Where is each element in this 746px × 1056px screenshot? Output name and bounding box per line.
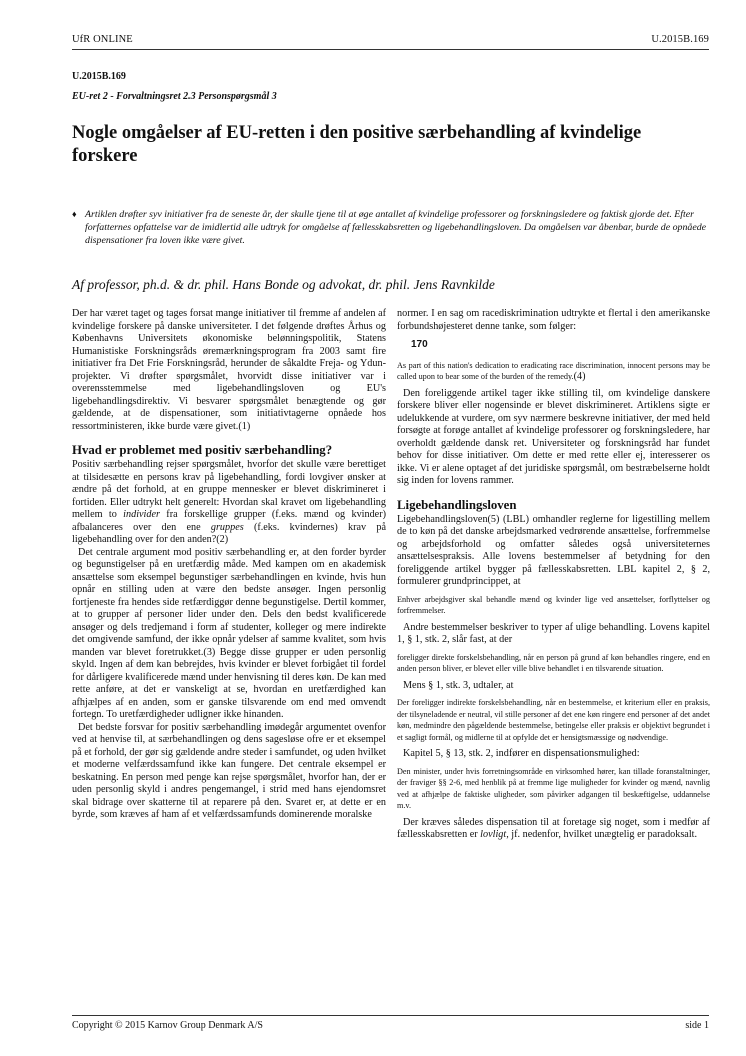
paragraph: Det bedste forsvar for positiv særbehandling imødegår argumentet ovenfor ved at henvise til, at særbehandlingen og dens sagesløse ofre er et eksempel på et forhold, der gør sig gældende andre steder i samfundet, og uden hvilket et moderne velfærdssamfund ikke kan fungere. Det centrale eksempel er beskatning. En person med penge kan rejse spørgsmålet, hvorfor han, der er uden personlig skyld i andres pengemangel, i strid med hans ejendomsret skal bidrage over skatterne til at reparere på den. Svaret er, at dette er en byrde, som kræves af ham af et velfærdssamfunds dominerende moralske: [72, 721, 386, 820]
paragraph: Der har været taget og tages forsat mange initiativer til fremme af andelen af kvindelige forskere på danske universiteter. I det følgende drøftes Århus og Københavns Universitets økonomiske belønningspolitik, Statens Humanistiske Forskningsråds øremærkningsprogram fra 2003 samt fire initiativer fra Det Frie Forskningsråd, herunder de såkaldte Freja- og Ydun-projekter. Vi drøfter spørgsmålet, hvorvidt disse initiativer var i overensstemmelse med ligebehandlingsloven og EU's ligebehandlingsdirektiv. Vi besvarer spørgsmålet benægtende og gør gældende, at de dispensationer, som initiativtagerne opnåede hos ressortministeren, ikke burde være givet.(1): [72, 308, 386, 432]
page-footer: [72, 1020, 709, 1033]
document-id: U.2015B.169: [72, 71, 126, 82]
paragraph: Andre bestemmelser beskriver to typer af ulige behandling. Lovens kapitel 1, § 1, stk. 2, slår fast, at der: [397, 621, 710, 645]
footer-divider: [72, 1015, 709, 1016]
abstract-text: Artiklen drøfter syv initiativer fra de seneste år, der skulle tjene til at øge antallet af kvindelige professorer og forskningsledere og faktisk gjorde det. Efter forfatternes opfattelse var de imidlertid alle udtryk for omgåelse af fællesskabsretten og ligebehandlingsloven. Da omgåelsen var åbenbar, burde de opnåede dispensationer fra loven ikke være givet.: [85, 209, 707, 247]
paragraph: normer. I en sag om racediskrimination udtrykte et flertal i den amerikanske forbundshøjesteret denne tanke, som følger:: [397, 308, 710, 332]
right-column: [397, 308, 710, 842]
header-reference: U.2015B.169: [651, 34, 709, 45]
block-quote: Den minister, under hvis forretningsområde en virksomhed hører, kan tillade foranstaltninger, der fraviger §§ 2-6, med henblik på at fremme lige muligheder for kvinder og mænd, navnlig ved at afhjælpe de faktiske uligheder, som påvirker adgangen til beskæftigelse, uddannelse m.v.: [397, 766, 710, 810]
article-title: Nogle omgåelser af EU-retten i den positive særbehandling af kvindelige forskere: [72, 123, 642, 166]
copyright-notice: Copyright © 2015 Karnov Group Denmark A/S: [72, 1020, 263, 1031]
paragraph: Ligebehandlingsloven(5) (LBL) omhandler reglerne for ligestilling mellem de to køn på det danske arbejdsmarked vedrørende ansættelse, forfremmelse og arbejdsforhold og omfatter således også universiteternes ansættelsespraksis. Alle lovens bestemmelser af betydning for den foreliggende artikel bygger på fællesskabsretten. LBL kapitel 2, § 2, formulerer grundprincippet, at: [397, 513, 710, 587]
block-quote: Der foreligger indirekte forskelsbehandling, når en bestemmelse, et kriterium eller en praksis, der tilsyneladende er neutral, vil stille personer af det ene køn ringere end personer af det andet køn, medmindre den pågældende bestemmelse, betingelse eller praksis er objektivt begrundet i et sagligt formål, og midlerne til at opfylde det er hensigtsmæssige og nødvendige.: [397, 698, 710, 742]
section-heading: Hvad er problemet med positiv særbehandling?: [72, 443, 333, 457]
block-quote: foreligger direkte forskelsbehandling, når en person på grund af køn behandles ringere, end en anden person bliver, er blevet eller ville blive behandlet i en tilsvarende situation.: [397, 652, 710, 673]
page-marker: 170: [411, 339, 428, 350]
paragraph: Der kræves således dispensation til at foretage sig noget, som i medfør af fællesskabsretten er lovligt, jf. nedenfor, hvilket unægtelig er paradoksalt.: [397, 816, 710, 840]
paragraph: Mens § 1, stk. 3, udtaler, at: [403, 679, 514, 691]
block-quote: Enhver arbejdsgiver skal behandle mænd og kvinder lige ved ansættelser, forflyttelser og forfremmelser.: [397, 594, 710, 615]
article-abstract: [72, 208, 710, 248]
paragraph: Det centrale argument mod positiv særbehandling er, at den forder byrder og begunstigelser på en uretfærdig måde. Med kampen om en akademisk ansættelse som eksempel begunstiger særbehandlingen en kvinde, hvis hun opnår en stilling uden at være den bedste ansøger. Ingen personlig fortjeneste fra hendes side retfærdiggør denne begunstigelse. Dertil kommer, at to grupper af personer lider under den. Dels den bedst kvalificerede ansøger og dels tredjemand i form af studenter, kolleger og mere indirekte det omgivende samfund, der ikke opnår ydelser af samme kvalitet, som hvis manden var blevet foretrukket.(3) Begge disse grupper er uden personlig skyld. Ingen af dem kan bebrejdes, hvis kvinder er blevet forbigået til fordel for dårligere kvalificerede mænd under henvisning til deres køn. De kan med rette anføre, at det er vanskeligt at se, hvordan en uretfærdighed kan afhjælpes af en anden, som er ganske tilsvarende om end med omvendt fortegn. To uretfærdigheder udligner ikke hinanden.: [72, 546, 387, 720]
left-column: [72, 308, 386, 822]
article-authors: Af professor, ph.d. & dr. phil. Hans Bonde og advokat, dr. phil. Jens Ravnkilde: [72, 277, 495, 292]
document-category: EU-ret 2 - Forvaltningsret 2.3 Personspørgsmål 3: [72, 91, 277, 102]
paragraph: Den foreliggende artikel tager ikke stilling til, om kvindelige danskere forskere bliver eller nogensinde er blevet diskrimineret. Artiklens sigte er udelukkende at vurdere, om syv nærmere beskrevne initiativer, der med held forsøgte at forøge antallet af kvindelige professorer og forskningsledere, har overholdt gældende dansk ret. Universiteter og forskningsråd har fundet behov for disse initiativer. Om dette er med rette eller ej, interesserer os ikke. Vi er alene optaget af det juridiske spørgsmål, om bestræbelserne holdt sig inden for lovens rammer.: [397, 387, 710, 486]
page-number: side 1: [685, 1020, 709, 1031]
section-heading: Ligebehandlingsloven: [397, 497, 517, 512]
page-header: [72, 34, 709, 48]
bullet-diamond-icon: ♦: [72, 209, 77, 219]
block-quote: As part of this nation's dedication to eradicating race discrimination, innocent persons may be called upon to bear some of the burden of the remedy.(4): [397, 360, 710, 382]
publisher-name: UfR ONLINE: [72, 34, 133, 45]
paragraph: Positiv særbehandling rejser spørgsmålet, hvorfor det skulle være berettiget at tilsidesætte en persons krav på ligebehandling, fordi lovgiver ønsker at ændre på det forhold, at en gruppe mennesker er blevet diskrimineret i fortiden. Eller udtrykt helt generelt: Hvordan skal kravet om ligebehandling mellem to individer fra forskellige grupper (f.eks. mænd og kvinder) afbalanceres over den ene gruppes (f.eks. kvindernes) krav på ligebehandling over for den anden?(2): [72, 459, 386, 545]
paragraph: Kapitel 5, § 13, stk. 2, indfører en dispensationsmulighed:: [403, 748, 640, 759]
header-divider: [72, 49, 709, 50]
